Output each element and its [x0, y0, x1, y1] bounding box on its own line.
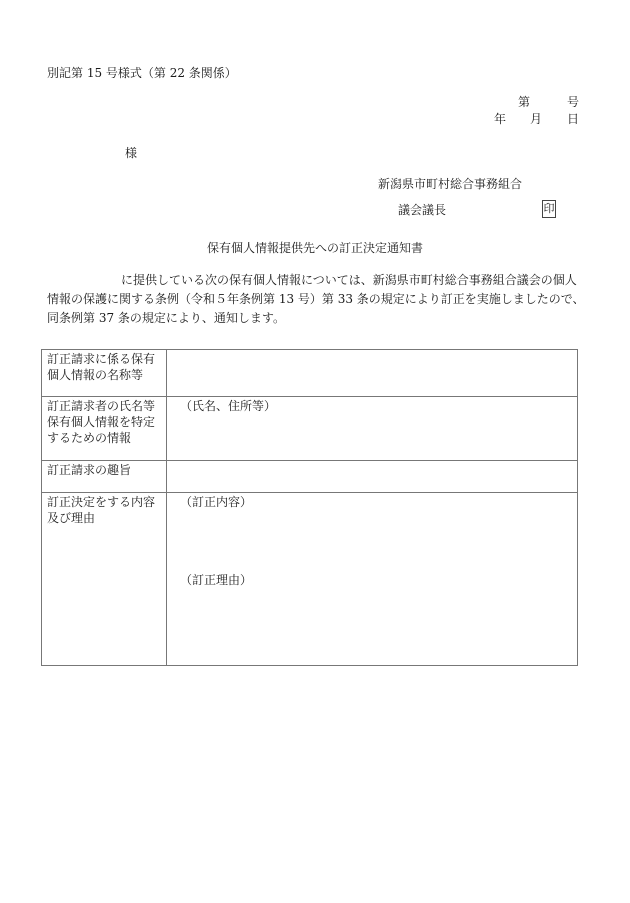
date-year-label: 年: [494, 112, 507, 126]
row-label-decision: 訂正決定をする内容及び理由: [42, 493, 167, 666]
document-number-prefix: 第: [518, 95, 531, 109]
date-month-label: 月: [530, 112, 543, 126]
requester-note: （氏名、住所等）: [180, 399, 277, 413]
document-title: 保有個人情報提供先への訂正決定通知書: [206, 241, 423, 255]
row-value-decision: [167, 493, 578, 666]
seal-icon: 印: [542, 200, 556, 218]
issuer-title: 議会議長: [398, 203, 447, 217]
date-day-label: 日: [567, 112, 580, 126]
body-text: に提供している次の保有個人情報については、新潟県市町村総合事務組合議会の個人情報の保護に関する条例（令和５年条例第 13 号）第 33 条の規定により訂正を実施しましたので、同条例第 37 条の規定により、通知します。: [47, 273, 585, 325]
addressee-honorific: 様: [125, 146, 138, 160]
row-value-requester: [167, 397, 578, 461]
correction-details-table: [41, 349, 578, 666]
table-row: [42, 350, 578, 397]
table-row: [42, 493, 578, 666]
row-value-info-name: [167, 350, 578, 397]
document-number-suffix: 号: [567, 95, 580, 109]
table-row: [42, 461, 578, 493]
row-label-requester: 訂正請求者の氏名等保有個人情報を特定するための情報: [42, 397, 167, 461]
body-paragraph: [47, 271, 587, 328]
row-label-info-name: 訂正請求に係る保有個人情報の名称等: [42, 350, 167, 397]
row-value-purpose: [167, 461, 578, 493]
row-label-purpose: 訂正請求の趣旨: [42, 461, 167, 493]
correction-reason-note: （訂正理由）: [180, 573, 253, 587]
table-row: [42, 397, 578, 461]
form-identifier: 別記第 15 号様式（第 22 条関係）: [47, 66, 237, 80]
correction-content-note: （訂正内容）: [180, 495, 253, 509]
issuer-organization: 新潟県市町村総合事務組合: [378, 177, 523, 191]
